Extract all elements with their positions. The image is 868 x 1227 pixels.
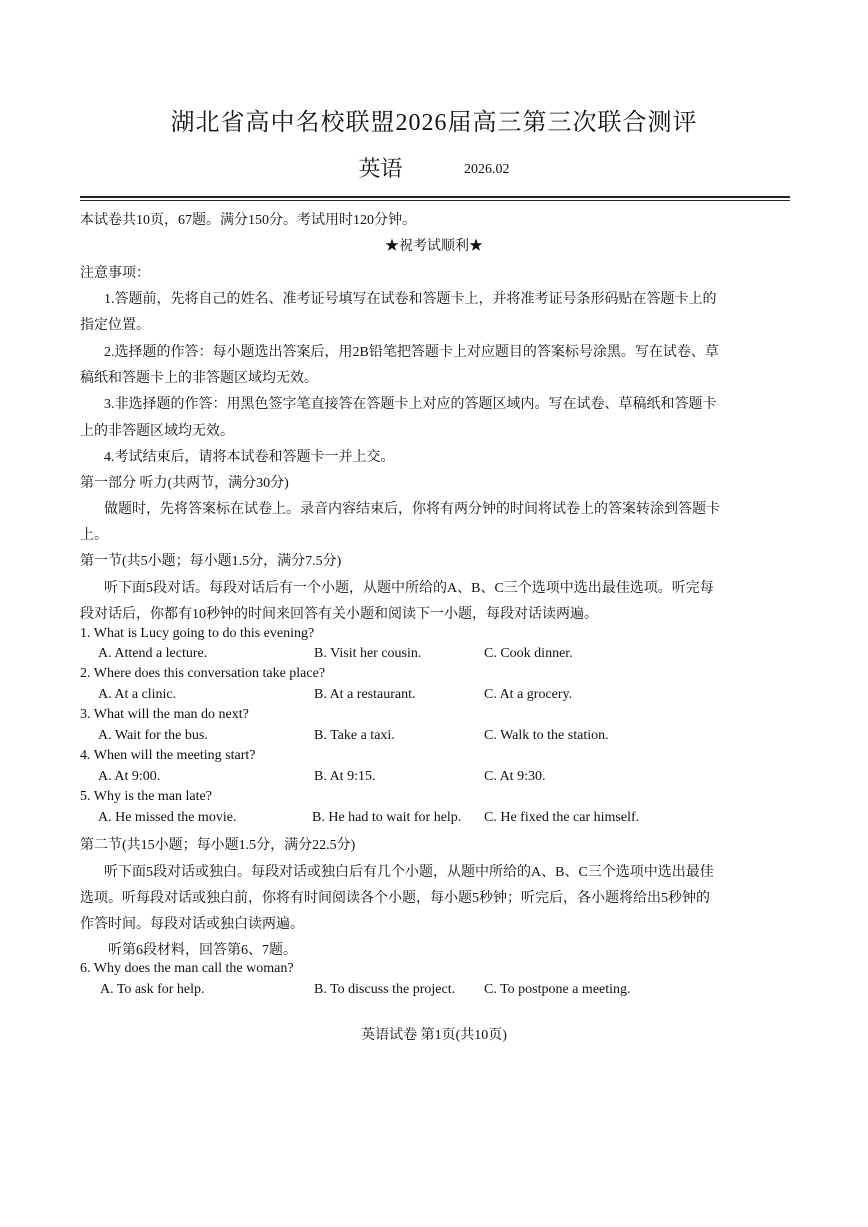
- question-1-stem: 1. What is Lucy going to do this evening?: [80, 626, 315, 641]
- question-4-option-c: C. At 9:30.: [484, 769, 546, 784]
- section1-heading: 第一节(共5小题；每小题1.5分，满分7.5分): [80, 554, 342, 569]
- header-rule-thick: [80, 196, 790, 198]
- question-6-option-b: B. To discuss the project.: [314, 982, 456, 997]
- question-1-option-a: A. Attend a lecture.: [98, 646, 208, 661]
- note-3-line-1: 3.非选择题的作答：用黑色签字笔直接答在答题卡上对应的答题区域内。写在试卷、草稿纸和答题卡: [104, 397, 717, 412]
- exam-info: 本试卷共10页，67题。满分150分。考试用时120分钟。: [80, 213, 416, 228]
- part1-instructions-line-1: 做题时，先将答案标在试卷上。录音内容结束后，你将有两分钟的时间将试卷上的答案转涂到答题卡: [104, 502, 720, 517]
- page-footer: 英语试卷 第1页(共10页): [361, 1028, 507, 1043]
- header-rule-thin: [80, 200, 790, 201]
- notice-title: 注意事项：: [80, 266, 150, 281]
- question-1-option-b: B. Visit her cousin.: [314, 646, 422, 661]
- question-2-option-b: B. At a restaurant.: [314, 687, 416, 702]
- question-5-option-b: B. He had to wait for help.: [312, 810, 462, 825]
- question-4-option-b: B. At 9:15.: [314, 769, 376, 784]
- question-2-option-c: C. At a grocery.: [484, 687, 573, 702]
- question-6-option-c: C. To postpone a meeting.: [484, 982, 631, 997]
- question-4-option-a: A. At 9:00.: [98, 769, 161, 784]
- section2-instructions-line-3: 作答时间。每段对话或独白读两遍。: [80, 917, 304, 932]
- material-6-note: 听第6段材料，回答第6、7题。: [108, 943, 297, 958]
- note-1-line-2: 指定位置。: [80, 318, 150, 333]
- exam-title: 湖北省高中名校联盟2026届高三第三次联合测评: [170, 110, 698, 136]
- note-2-line-2: 稿纸和答题卡上的非答题区域均无效。: [80, 371, 318, 386]
- question-3-option-c: C. Walk to the station.: [484, 728, 609, 743]
- part1-instructions-line-2: 上。: [80, 528, 108, 543]
- question-5-stem: 5. Why is the man late?: [80, 789, 212, 804]
- part1-heading: 第一部分 听力(共两节，满分30分): [80, 476, 289, 491]
- note-3-line-2: 上的非答题区域均无效。: [80, 424, 234, 439]
- section2-heading: 第二节(共15小题；每小题1.5分，满分22.5分): [80, 838, 356, 853]
- section2-instructions-line-2: 选项。听每段对话或独白前，你将有时间阅读各个小题，每小题5秒钟；听完后，各小题将给出5秒钟的: [80, 891, 710, 906]
- question-6-stem: 6. Why does the man call the woman?: [80, 961, 294, 976]
- question-1-option-c: C. Cook dinner.: [484, 646, 573, 661]
- section2-instructions-line-1: 听下面5段对话或独白。每段对话或独白后有几个小题，从题中所给的A、B、C三个选项中选出最佳: [104, 865, 714, 880]
- section1-instructions-line-2: 段对话后，你都有10秒钟的时间来回答有关小题和阅读下一小题，每段对话读两遍。: [80, 607, 598, 622]
- question-6-option-a: A. To ask for help.: [100, 982, 205, 997]
- question-3-option-a: A. Wait for the bus.: [98, 728, 208, 743]
- exam-date: 2026.02: [464, 162, 510, 177]
- subject-row: [0, 152, 868, 183]
- question-2-option-a: A. At a clinic.: [98, 687, 177, 702]
- question-4-stem: 4. When will the meeting start?: [80, 748, 256, 763]
- question-3-option-b: B. Take a taxi.: [314, 728, 395, 743]
- question-5-option-c: C. He fixed the car himself.: [484, 810, 640, 825]
- question-2-stem: 2. Where does this conversation take place?: [80, 666, 326, 681]
- question-3-stem: 3. What will the man do next?: [80, 707, 249, 722]
- good-luck-wish: ★祝考试顺利★: [385, 239, 483, 254]
- question-5-option-a: A. He missed the movie.: [98, 810, 237, 825]
- subject-label: 英语: [358, 156, 403, 181]
- section1-instructions-line-1: 听下面5段对话。每段对话后有一个小题，从题中所给的A、B、C三个选项中选出最佳选项。听完每: [104, 581, 714, 596]
- note-2-line-1: 2.选择题的作答：每小题选出答案后，用2B铅笔把答题卡上对应题目的答案标号涂黑。写在试卷、草: [104, 345, 719, 360]
- note-4-line-1: 4.考试结束后，请将本试卷和答题卡一并上交。: [104, 450, 395, 465]
- note-1-line-1: 1.答题前，先将自己的姓名、准考证号填写在试卷和答题卡上，并将准考证号条形码贴在答题卡上的: [104, 292, 717, 307]
